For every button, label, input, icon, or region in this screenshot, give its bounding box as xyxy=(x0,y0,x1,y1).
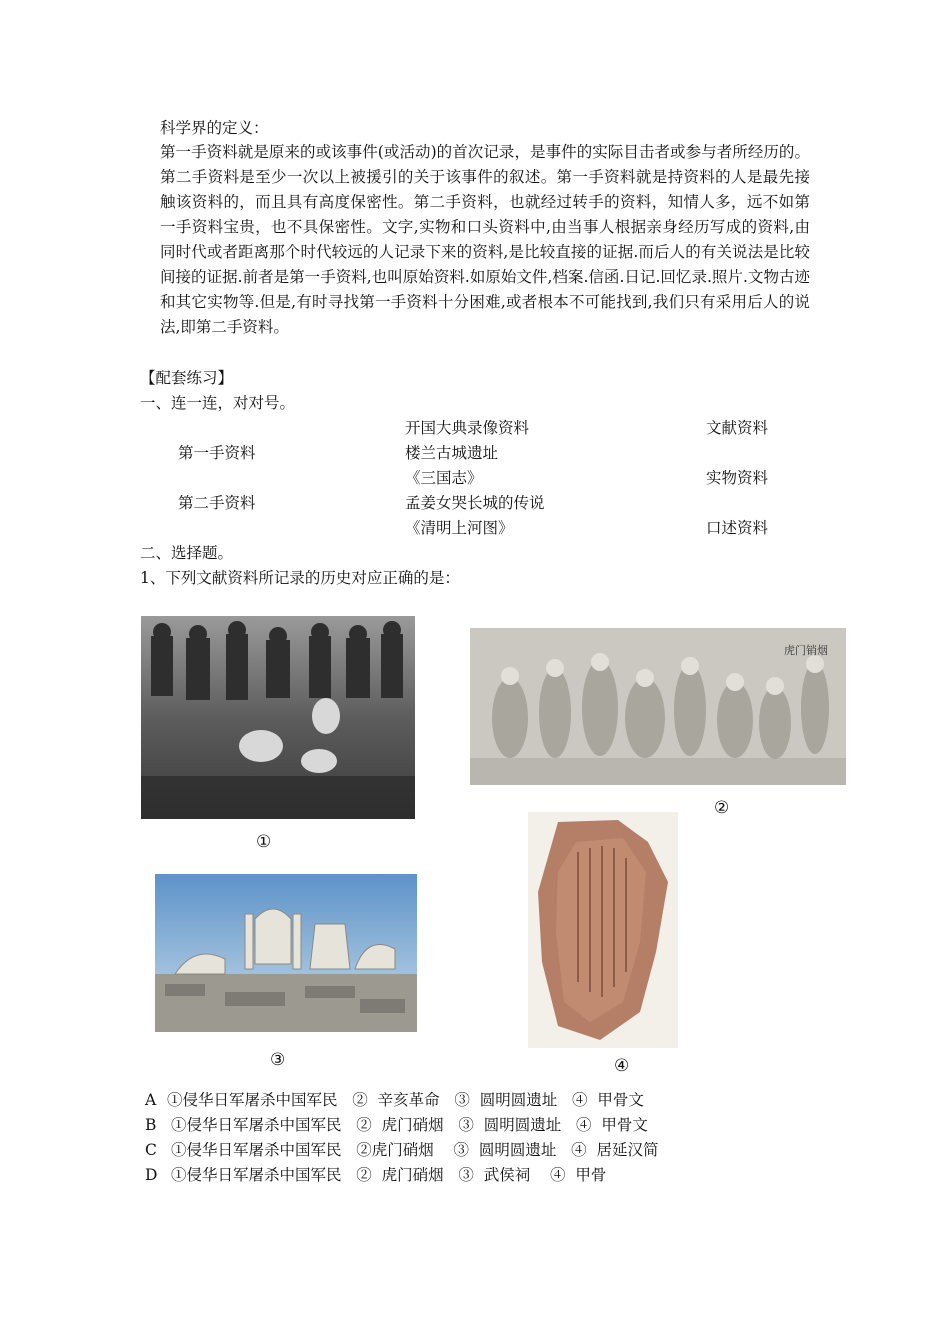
right-item: 文献资料 xyxy=(706,419,769,437)
image-label-3: ③ xyxy=(270,1050,286,1070)
option-letter: D xyxy=(145,1166,158,1184)
relief-caption: 虎门销烟 xyxy=(784,644,828,657)
right-item: 口述资料 xyxy=(706,519,769,537)
option-text: ①侵华日军屠杀中国军民 ② 虎门硝烟 ③ 圆明圆遗址 ④ 甲骨文 xyxy=(171,1116,648,1134)
option-d[interactable] xyxy=(145,1165,606,1185)
intro-paragraph: 第一手资料就是原来的或该事件(或活动)的首次记录，是事件的实际目击者或参与者所经历的。第二手资料是至少一次以上被援引的关于该事件的叙述。第一手资料就是持资料的人是最先接触该资料的，而且具有高度保密性。第二手资料，也就经过转手的资料，知情人多，远不如第一手资料宝贵，也不具保密性。文字,实物和口头资料中,由当事人根据亲身经历写成的资料,由同时代或者距离那个时代较远的人记录下来的资料,是比较直接的证据.而后人的有关说法是比较间接的证据.前者是第一手资料,也叫原始资料.如原始文件,档案.信函.日记.回忆录.照片.文物古迹和其它实物等.但是,有时寻找第一手资料十分困难,或者根本不可能找到,我们只有采用后人的说法,即第二手资料。 xyxy=(160,143,810,336)
middle-item: 《三国志》 xyxy=(405,469,483,487)
left-item: 第二手资料 xyxy=(178,494,256,512)
left-item: 第一手资料 xyxy=(178,444,256,462)
question-1: 1、下列文献资料所记录的历史对应正确的是： xyxy=(140,569,460,587)
option-c[interactable] xyxy=(145,1140,658,1160)
option-text: ①侵华日军屠杀中国军民 ② 虎门硝烟 ③ 武侯祠 ④ 甲骨 xyxy=(171,1166,607,1184)
middle-item: 开国大典录像资料 xyxy=(405,419,530,437)
option-a[interactable] xyxy=(145,1090,644,1110)
option-letter: B xyxy=(145,1116,157,1134)
ruins-photo xyxy=(155,874,417,1032)
middle-item: 孟姜女哭长城的传说 xyxy=(405,494,545,512)
option-letter: C xyxy=(145,1141,157,1159)
section1-title: 一、连一连，对对号。 xyxy=(140,394,296,412)
right-item: 实物资料 xyxy=(706,469,769,487)
option-text: ①侵华日军屠杀中国军民 ②虎门硝烟 ③ 圆明圆遗址 ④ 居延汉简 xyxy=(171,1141,659,1159)
option-b[interactable] xyxy=(145,1115,648,1135)
option-letter: A xyxy=(145,1091,157,1109)
middle-item: 楼兰古城遗址 xyxy=(405,444,499,462)
image-label-4: ④ xyxy=(614,1056,630,1076)
relief-carving-photo xyxy=(470,628,846,785)
intro-heading: 科学界的定义： xyxy=(160,119,269,137)
massacre-photo xyxy=(141,616,415,819)
section2-title: 二、选择题。 xyxy=(140,544,234,562)
middle-item: 《清明上河图》 xyxy=(405,519,514,537)
exercise-title: 【配套练习】 xyxy=(140,369,234,387)
option-text: ①侵华日军屠杀中国军民 ② 辛亥革命 ③ 圆明圆遗址 ④ 甲骨文 xyxy=(167,1091,644,1109)
image-label-2: ② xyxy=(714,798,730,818)
oracle-bone-photo xyxy=(528,812,678,1048)
image-label-1: ① xyxy=(256,832,272,852)
